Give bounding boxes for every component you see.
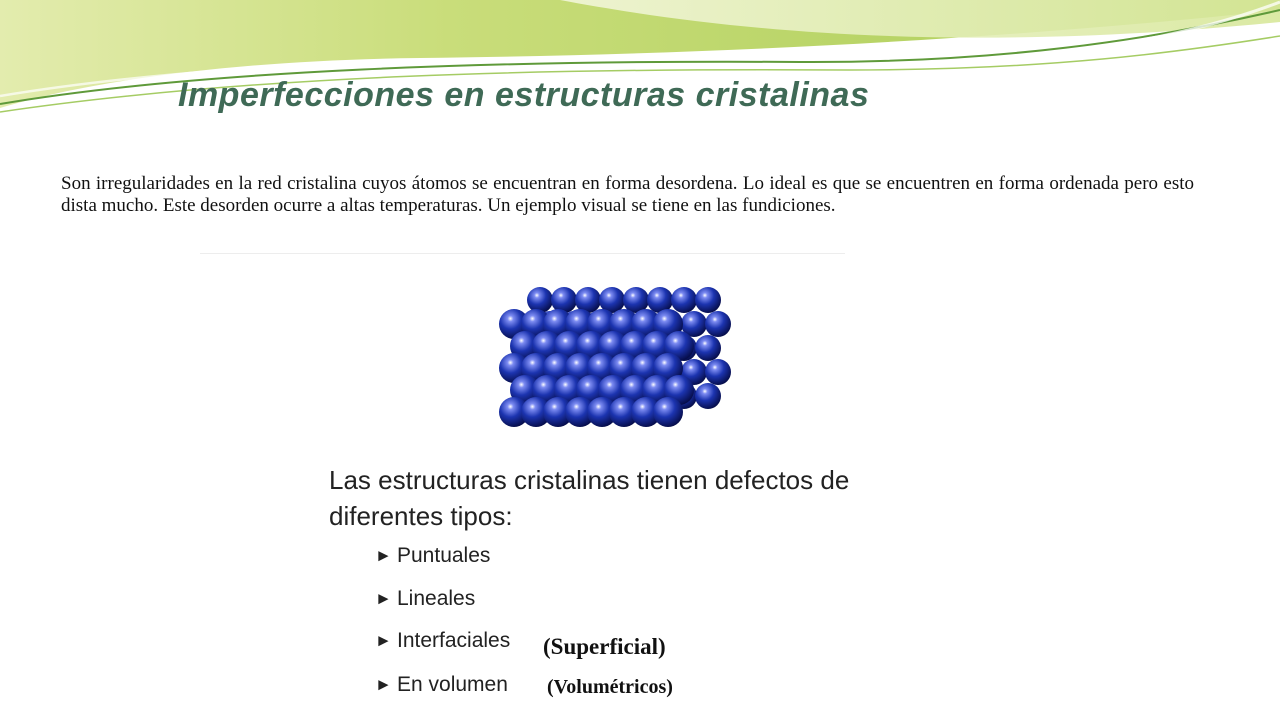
bullet-arrow-icon: ► [375, 546, 392, 565]
defect-label: Lineales [397, 587, 476, 610]
defect-label: Interfaciales [397, 629, 511, 652]
defect-item-lineales [375, 587, 475, 615]
defect-types-panel [329, 462, 949, 720]
note-superficial: (Superficial) [543, 634, 666, 659]
intro-paragraph: Son irregularidades en la red cristalina cuyos átomos se encuentran en forma desordena. Lo ideal es que se encuentren en forma ordenada pero esto dista mucho. Este desorden ocurre a altas temperaturas. Un ejemplo visual se tiene en las fundiciones. [61, 173, 1194, 216]
slide-title: Imperfecciones en estructuras cristalinas [178, 76, 870, 114]
note-volumetricos: (Volumétricos) [547, 676, 673, 698]
defect-label: Puntuales [397, 544, 491, 567]
defect-label: En volumen [397, 673, 508, 696]
divider [200, 253, 845, 254]
crystal-lattice-spheres-icon [492, 282, 732, 434]
bullet-arrow-icon: ► [375, 589, 392, 608]
bullet-arrow-icon: ► [375, 675, 392, 694]
bullet-arrow-icon: ► [375, 631, 392, 650]
defect-item-puntuales [375, 544, 490, 572]
defect-item-interfaciales [375, 629, 510, 657]
defect-types-intro: Las estructuras cristalinas tienen defectos de diferentes tipos: [329, 465, 850, 531]
defect-item-en-volumen [375, 673, 508, 701]
